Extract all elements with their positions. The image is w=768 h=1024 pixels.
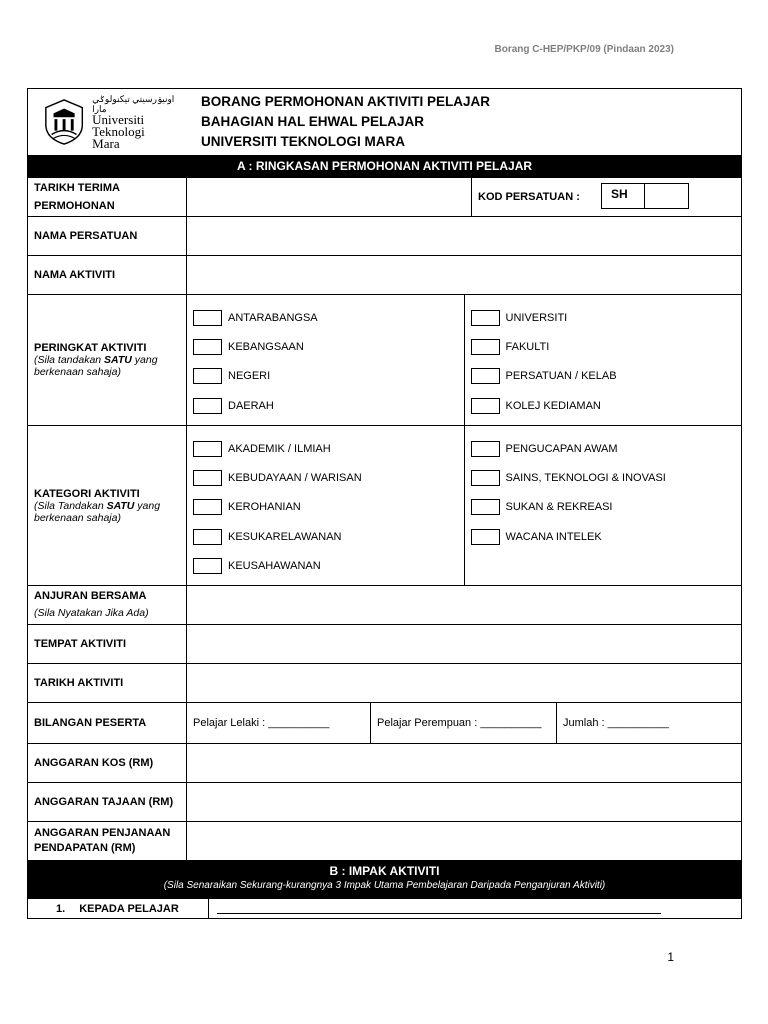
form-header — [28, 89, 741, 155]
peringkat-left-col — [187, 295, 464, 425]
checkbox-label: KEROHANIAN — [228, 501, 301, 514]
peringkat-option — [193, 332, 464, 361]
kod-persatuan-cell — [471, 178, 742, 216]
row-tarikh-terima — [28, 177, 741, 216]
kategori-option — [193, 551, 464, 580]
field-anjuran-bersama[interactable] — [187, 586, 741, 624]
impak-row — [28, 898, 741, 918]
logo-line-1: Universiti — [92, 112, 145, 127]
kategori-option — [193, 493, 464, 522]
row-anjuran-bersama — [28, 585, 741, 624]
section-a-header: A : RINGKASAN PERMOHONAN AKTIVITI PELAJAR — [28, 155, 741, 177]
checkbox[interactable] — [193, 368, 222, 384]
peringkat-option — [193, 391, 464, 420]
kod-persatuan-boxes — [601, 183, 689, 209]
logo-line-2: Teknologi — [92, 124, 145, 139]
form-reference: Borang C-HEP/PKP/09 (Pindaan 2023) — [494, 44, 674, 55]
field-pelajar-perempuan[interactable]: Pelajar Perempuan : __________ — [371, 703, 557, 743]
checkbox-label: AKADEMIK / ILMIAH — [228, 442, 331, 455]
field-tarikh-aktiviti[interactable] — [187, 664, 741, 702]
peringkat-option — [193, 303, 464, 332]
row-anggaran-penjanaan — [28, 821, 741, 860]
checkbox-label: PERSATUAN / KELAB — [505, 370, 617, 383]
checkbox[interactable] — [471, 499, 500, 515]
checkbox-label: UNIVERSITI — [505, 311, 568, 324]
logo-jawi: اونيۏرسيتي تيكنولوݢي مارا — [92, 94, 175, 114]
form-title-3: UNIVERSITI TEKNOLOGI MARA — [201, 134, 406, 149]
kategori-right-col — [464, 426, 742, 585]
checkbox[interactable] — [471, 398, 500, 414]
logo-line-3: Mara — [92, 136, 120, 151]
field-anggaran-tajaan[interactable] — [187, 783, 741, 821]
checkbox[interactable] — [471, 441, 500, 457]
checkbox[interactable] — [193, 441, 222, 457]
peringkat-option — [193, 362, 464, 391]
label-anggaran-tajaan: ANGGARAN TAJAAN (RM) — [28, 783, 187, 821]
kategori-note: (Sila Tandakan SATU yang berkenaan sahaja) — [34, 499, 161, 524]
kategori-option — [471, 434, 742, 463]
label-anggaran-kos: ANGGARAN KOS (RM) — [28, 744, 187, 782]
row-tempat-aktiviti — [28, 624, 741, 663]
form-title-1: BORANG PERMOHONAN AKTIVITI PELAJAR — [201, 94, 491, 109]
field-nama-aktiviti[interactable] — [187, 256, 741, 294]
kategori-option — [471, 493, 742, 522]
checkbox[interactable] — [193, 398, 222, 414]
peringkat-option — [471, 391, 742, 420]
field-tempat-aktiviti[interactable] — [187, 625, 741, 663]
checkbox-label: KEBUDAYAAN / WARISAN — [228, 471, 362, 484]
peringkat-right-col — [464, 295, 742, 425]
page-number: 1 — [667, 950, 674, 964]
row-peringkat-aktiviti — [28, 294, 741, 425]
checkbox-label: KOLEJ KEDIAMAN — [505, 399, 601, 412]
checkbox-label: SUKAN & REKREASI — [505, 501, 613, 514]
checkbox[interactable] — [193, 529, 222, 545]
label-tarikh-aktiviti: TARIKH AKTIVITI — [28, 664, 187, 702]
label-anjuran-bersama: ANJURAN BERSAMA (Sila Nyatakan Jika Ada) — [28, 586, 187, 624]
section-b-subtitle: (Sila Senaraikan Sekurang-kurangnya 3 Impak Utama Pembelajaran Daripada Penganjuran Aktiviti) — [163, 880, 606, 891]
peringkat-note: (Sila tandakan SATU yang berkenaan sahaja) — [34, 354, 158, 378]
label-nama-aktiviti: NAMA AKTIVITI — [28, 256, 187, 294]
checkbox-label: FAKULTI — [505, 340, 550, 353]
row-bilangan-peserta — [28, 702, 741, 743]
checkbox-label: SAINS, TEKNOLOGI & INOVASI — [505, 471, 666, 484]
uitm-logo — [28, 89, 187, 155]
checkbox[interactable] — [471, 368, 500, 384]
checkbox-label: WACANA INTELEK — [505, 530, 602, 543]
row-kategori-aktiviti — [28, 425, 741, 585]
checkbox-label: PENGUCAPAN AWAM — [505, 442, 618, 455]
form-title-2: BAHAGIAN HAL EHWAL PELAJAR — [201, 114, 425, 129]
checkbox[interactable] — [193, 470, 222, 486]
uitm-crest-icon — [42, 97, 86, 147]
label-kategori-aktiviti — [28, 426, 187, 585]
checkbox[interactable] — [471, 529, 500, 545]
kategori-option — [471, 522, 742, 551]
section-b-title: B : IMPAK AKTIVITI — [329, 864, 440, 878]
label-kod-persatuan: KOD PERSATUAN : — [478, 191, 580, 203]
peringkat-option — [471, 362, 742, 391]
row-nama-persatuan — [28, 216, 741, 255]
row-anggaran-kos — [28, 743, 741, 782]
impak-label: 1. KEPADA PELAJAR — [28, 899, 209, 918]
section-b-header — [28, 860, 741, 898]
peringkat-option — [471, 303, 742, 332]
checkbox-label: KEBANGSAAN — [228, 340, 304, 353]
form-titles — [187, 89, 741, 155]
field-anggaran-penjanaan[interactable] — [187, 822, 741, 860]
kategori-left-col — [187, 426, 464, 585]
impak-field[interactable] — [209, 899, 741, 918]
field-pelajar-lelaki[interactable]: Pelajar Lelaki : __________ — [187, 703, 371, 743]
application-form — [27, 88, 742, 919]
checkbox-label: DAERAH — [228, 399, 274, 412]
peringkat-title: PERINGKAT AKTIVITI — [34, 342, 147, 354]
field-tarikh-terima[interactable] — [187, 178, 741, 216]
kategori-options — [187, 426, 741, 585]
kategori-option — [193, 463, 464, 492]
checkbox[interactable] — [471, 339, 500, 355]
checkbox[interactable] — [193, 339, 222, 355]
row-anggaran-tajaan — [28, 782, 741, 821]
checkbox-label: KESUKARELAWANAN — [228, 530, 342, 543]
field-anggaran-kos[interactable] — [187, 744, 741, 782]
checkbox[interactable] — [471, 310, 500, 326]
kategori-title: KATEGORI AKTIVITI — [34, 487, 140, 500]
checkbox-label: ANTARABANGSA — [228, 311, 318, 324]
field-nama-persatuan[interactable] — [187, 217, 741, 255]
checkbox[interactable] — [193, 499, 222, 515]
checkbox-label: NEGERI — [228, 370, 271, 383]
kategori-option — [193, 434, 464, 463]
kategori-option — [193, 522, 464, 551]
label-tempat-aktiviti: TEMPAT AKTIVITI — [28, 625, 187, 663]
field-jumlah[interactable]: Jumlah : __________ — [563, 717, 669, 729]
kod-persatuan-field[interactable] — [644, 184, 688, 208]
label-nama-persatuan: NAMA PERSATUAN — [28, 217, 187, 255]
label-peringkat-aktiviti — [28, 295, 187, 425]
peserta-fields — [187, 703, 741, 743]
checkbox[interactable] — [193, 558, 222, 574]
row-nama-aktiviti — [28, 255, 741, 294]
row-tarikh-aktiviti — [28, 663, 741, 702]
peringkat-option — [471, 332, 742, 361]
peringkat-options — [187, 295, 741, 425]
label-bilangan-peserta: BILANGAN PESERTA — [28, 703, 187, 743]
checkbox-label: KEUSAHAWANAN — [228, 559, 321, 572]
kod-prefix: SH — [611, 187, 628, 201]
checkbox[interactable] — [193, 310, 222, 326]
label-tarikh-terima: TARIKH TERIMA PERMOHONAN — [28, 178, 187, 216]
checkbox[interactable] — [471, 470, 500, 486]
kategori-option — [471, 463, 742, 492]
label-anggaran-penjanaan: ANGGARAN PENJANAAN PENDAPATAN (RM) — [28, 822, 187, 860]
